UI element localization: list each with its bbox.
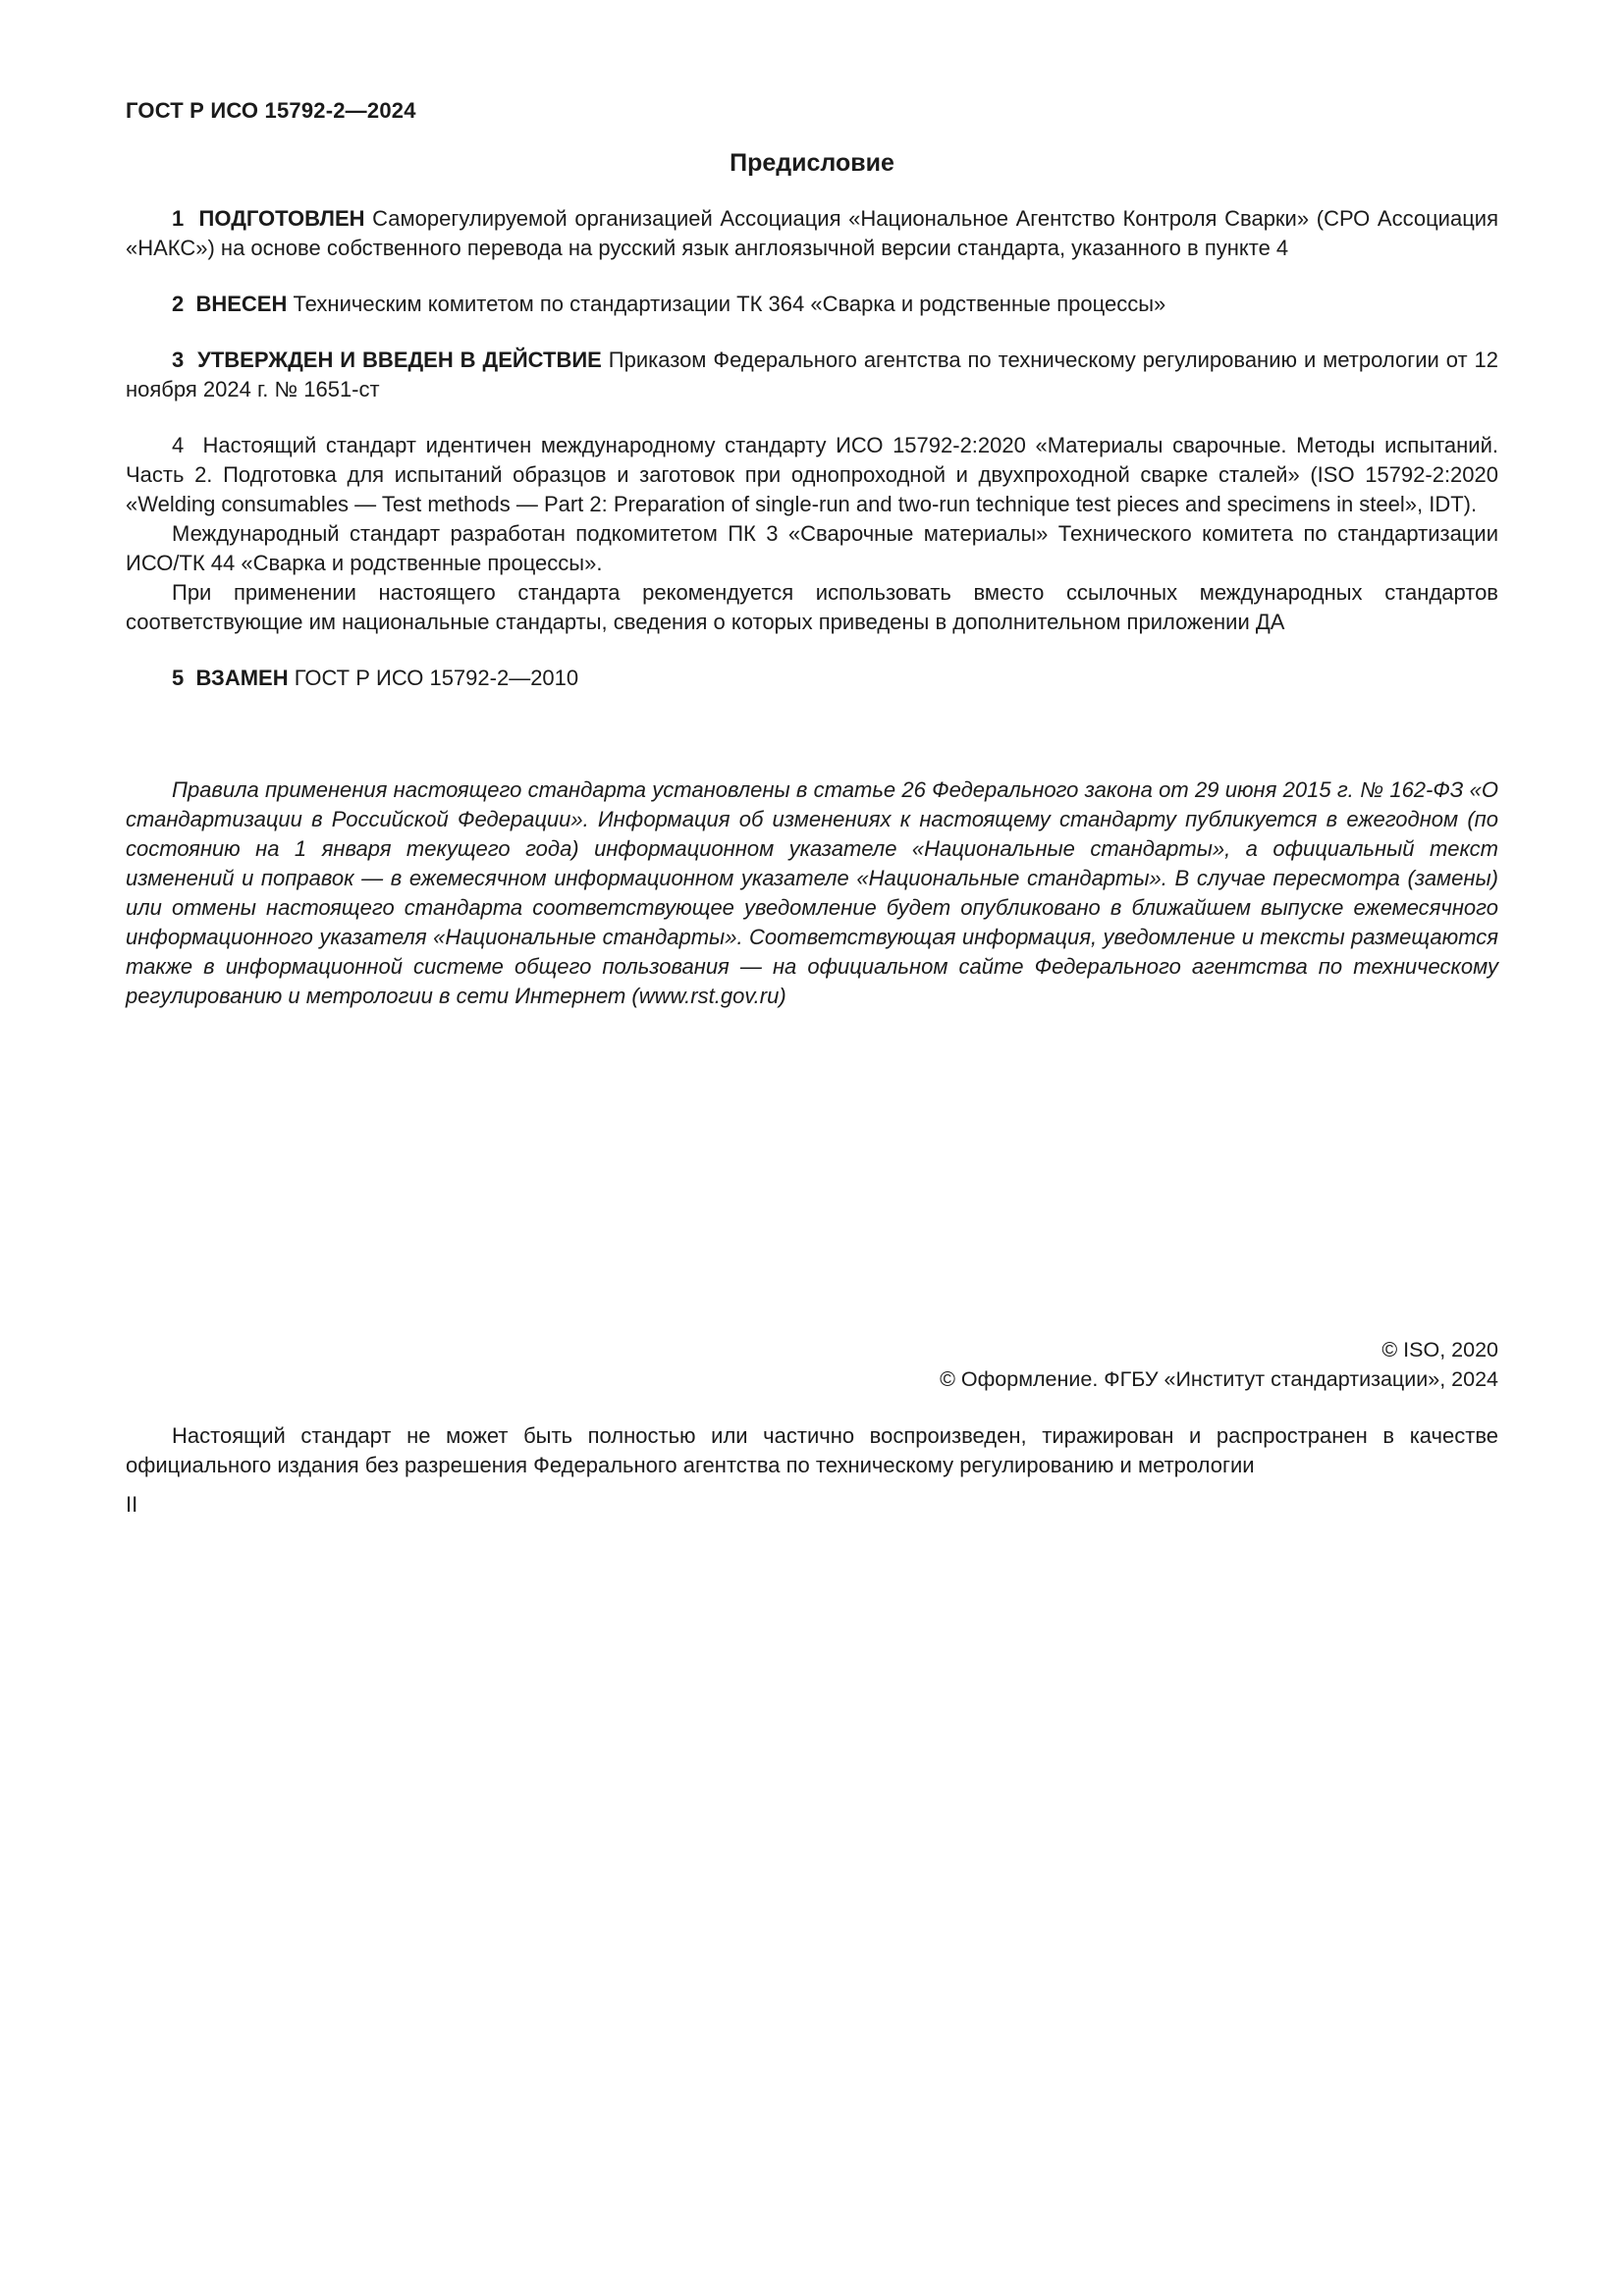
foreword-text: Приказом Федерального агентства по техническому регулированию и метрологии от 12 ноября 2024 г. № 1651-ст [126, 347, 1499, 401]
foreword-keyword: 1 ПОДГОТОВЛЕН [172, 206, 365, 231]
foreword-keyword: 3 УТВЕРЖДЕН И ВВЕДЕН В ДЕЙСТВИЕ [172, 347, 602, 372]
foreword-paragraph [126, 290, 1498, 319]
reproduction-restriction-note: Настоящий стандарт не может быть полностью или частично воспроизведен, тиражирован и распространен в качестве официального издания без разрешения Федерального агентства по техническому регулированию и метрологии [126, 1423, 1498, 1477]
foreword-paragraph [126, 519, 1498, 578]
foreword-keyword: 5 ВЗАМЕН [172, 666, 289, 690]
foreword-text: 4 Настоящий стандарт идентичен международному стандарту ИСО 15792-2:2020 «Материалы сварочные. Методы испытаний. Часть 2. Подготовка для испытаний образцов и заготовок при однопроходной и двухпроходной сварке сталей» (ISO 15792-2:2020 «Welding consumables — Test methods — Part 2: Preparation of single-run and two-run technique test pieces and specimens in steel», IDT). [126, 433, 1498, 516]
copyright-iso-line: © ISO, 2020 [1381, 1338, 1498, 1362]
foreword-paragraph [126, 431, 1498, 519]
copyright-design-line: © Оформление. ФГБУ «Институт стандартизации», 2024 [940, 1367, 1498, 1391]
foreword-paragraph [126, 578, 1498, 637]
foreword-paragraph [126, 664, 1498, 693]
document-code: ГОСТ Р ИСО 15792-2—2024 [126, 98, 416, 123]
foreword-paragraph [126, 346, 1498, 404]
foreword-text: Техническим комитетом по стандартизации ТК 364 «Сварка и родственные процессы» [287, 292, 1166, 316]
foreword-text: ГОСТ Р ИСО 15792-2—2010 [288, 666, 579, 690]
copyright-block [126, 1335, 1498, 1394]
foreword-text: Международный стандарт разработан подкомитетом ПК 3 «Сварочные материалы» Технического комитета по стандартизации ИСО/ТК 44 «Сварка и родственные процессы». [126, 521, 1498, 575]
application-rules-paragraph: Правила применения настоящего стандарта установлены в статье 26 Федерального закона от 29 июня 2015 г. № 162-ФЗ «О стандартизации в Российской Федерации». Информация об изменениях к настоящему стандарту публикуется в ежегодном (по состоянию на 1 января текущего года) информационном указателе «Национальные стандарты», а официальный текст изменений и поправок — в ежемесячном информационном указателе «Национальные стандарты». В случае пересмотра (замены) или отмены настоящего стандарта соответствующее уведомление будет опубликовано в ближайшем выпуске ежемесячного информационного указателя «Национальные стандарты». Соответствующая информация, уведомление и тексты размещаются также в информационной системе общего пользования — на официальном сайте Федерального агентства по техническому регулированию и метрологии в сети Интернет (www.rst.gov.ru) [126, 777, 1498, 1008]
foreword-keyword: 2 ВНЕСЕН [172, 292, 288, 316]
page-title: Предисловие [730, 149, 894, 177]
foreword-text: Саморегулируемой организацией Ассоциация «Национальное Агентство Контроля Сварки» (СРО Ассоциация «НАКС») на основе собственного перевода на русский язык англоязычной версии стандарта, указанного в пункте 4 [126, 206, 1499, 260]
page-number: II [126, 1492, 138, 1517]
foreword-paragraph [126, 204, 1498, 263]
foreword-text: При применении настоящего стандарта рекомендуется использовать вместо ссылочных международных стандартов соответствующие им национальные стандарты, сведения о которых приведены в дополнительном приложении ДА [126, 580, 1498, 634]
foreword-section [126, 204, 1498, 693]
